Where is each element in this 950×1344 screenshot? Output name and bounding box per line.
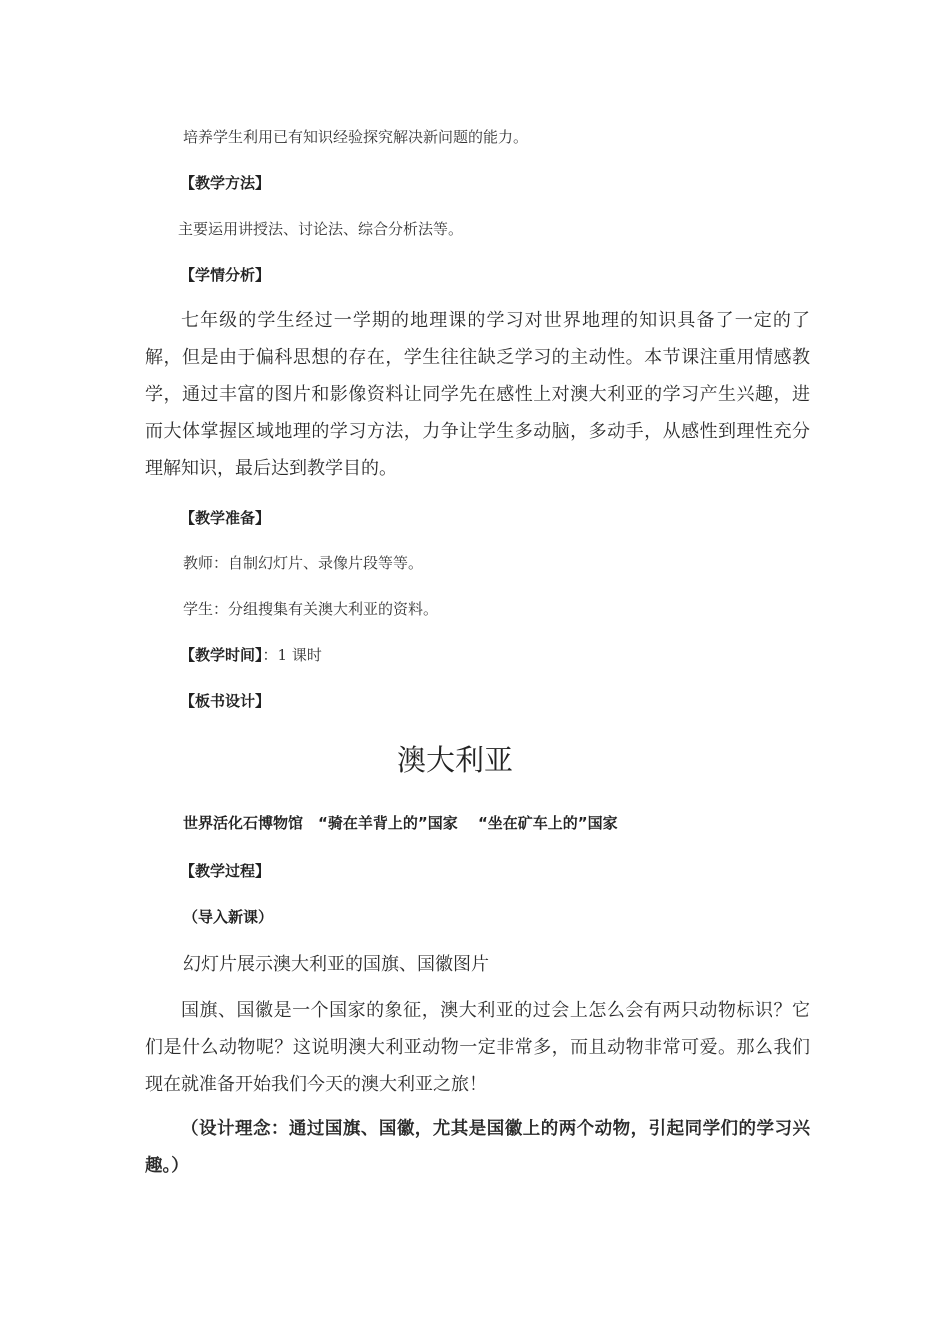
ability-text: 培养学生利用已有知识经验探究解决新问题的能力。 <box>183 128 529 146</box>
prep-student-text: 学生：分组搜集有关澳大利亚的资料。 <box>183 600 439 618</box>
board-design-heading: 【板书设计】 <box>180 692 271 710</box>
prep-teacher-text: 教师：自制幻灯片、录像片段等等。 <box>183 554 424 572</box>
student-analysis-heading: 【学情分析】 <box>180 266 271 284</box>
intro-heading: （导入新课） <box>183 908 274 926</box>
intro-paragraph: 国旗、国徽是一个国家的象征，澳大利亚的过会上怎么会有两只动物标识？它们是什么动物呢？这说明澳大利亚动物一定非常多，而且动物非常可爱。那么我们现在就准备开始我们今天的澳大利亚之旅！ <box>145 1000 810 1095</box>
board-subtitle: 世界活化石博物馆 “骑在羊背上的”国家 “坐在矿车上的”国家 <box>183 814 618 832</box>
teaching-time-line <box>180 644 322 665</box>
student-analysis-paragraph: 七年级的学生经过一学期的地理课的学习对世界地理的知识具备了一定的了解，但是由于偏科思想的存在，学生往往缺乏学习的主动性。本节课注重用情感教学，通过丰富的图片和影像资料让同学先在感性上对澳大利亚的学习产生兴趣，进而大体掌握区域地理的学习方法，力争让学生多动脑，多动手，从感性到理性充分理解知识，最后达到教学目的。 <box>145 310 810 479</box>
board-title: 澳大利亚 <box>396 743 513 777</box>
teaching-method-heading: 【教学方法】 <box>180 174 271 192</box>
intro-line: 幻灯片展示澳大利亚的国旗、国徽图片 <box>183 954 489 975</box>
teaching-time-heading: 【教学时间】 <box>180 646 263 664</box>
teaching-method-text: 主要运用讲授法、讨论法、综合分析法等。 <box>178 220 464 238</box>
teaching-prep-heading: 【教学准备】 <box>180 509 271 527</box>
teaching-time-value: ：1 课时 <box>262 646 322 664</box>
design-note: （设计理念：通过国旗、国徽，尤其是国徽上的两个动物，引起同学们的学习兴趣。） <box>145 1119 810 1176</box>
teaching-process-heading: 【教学过程】 <box>180 862 271 880</box>
